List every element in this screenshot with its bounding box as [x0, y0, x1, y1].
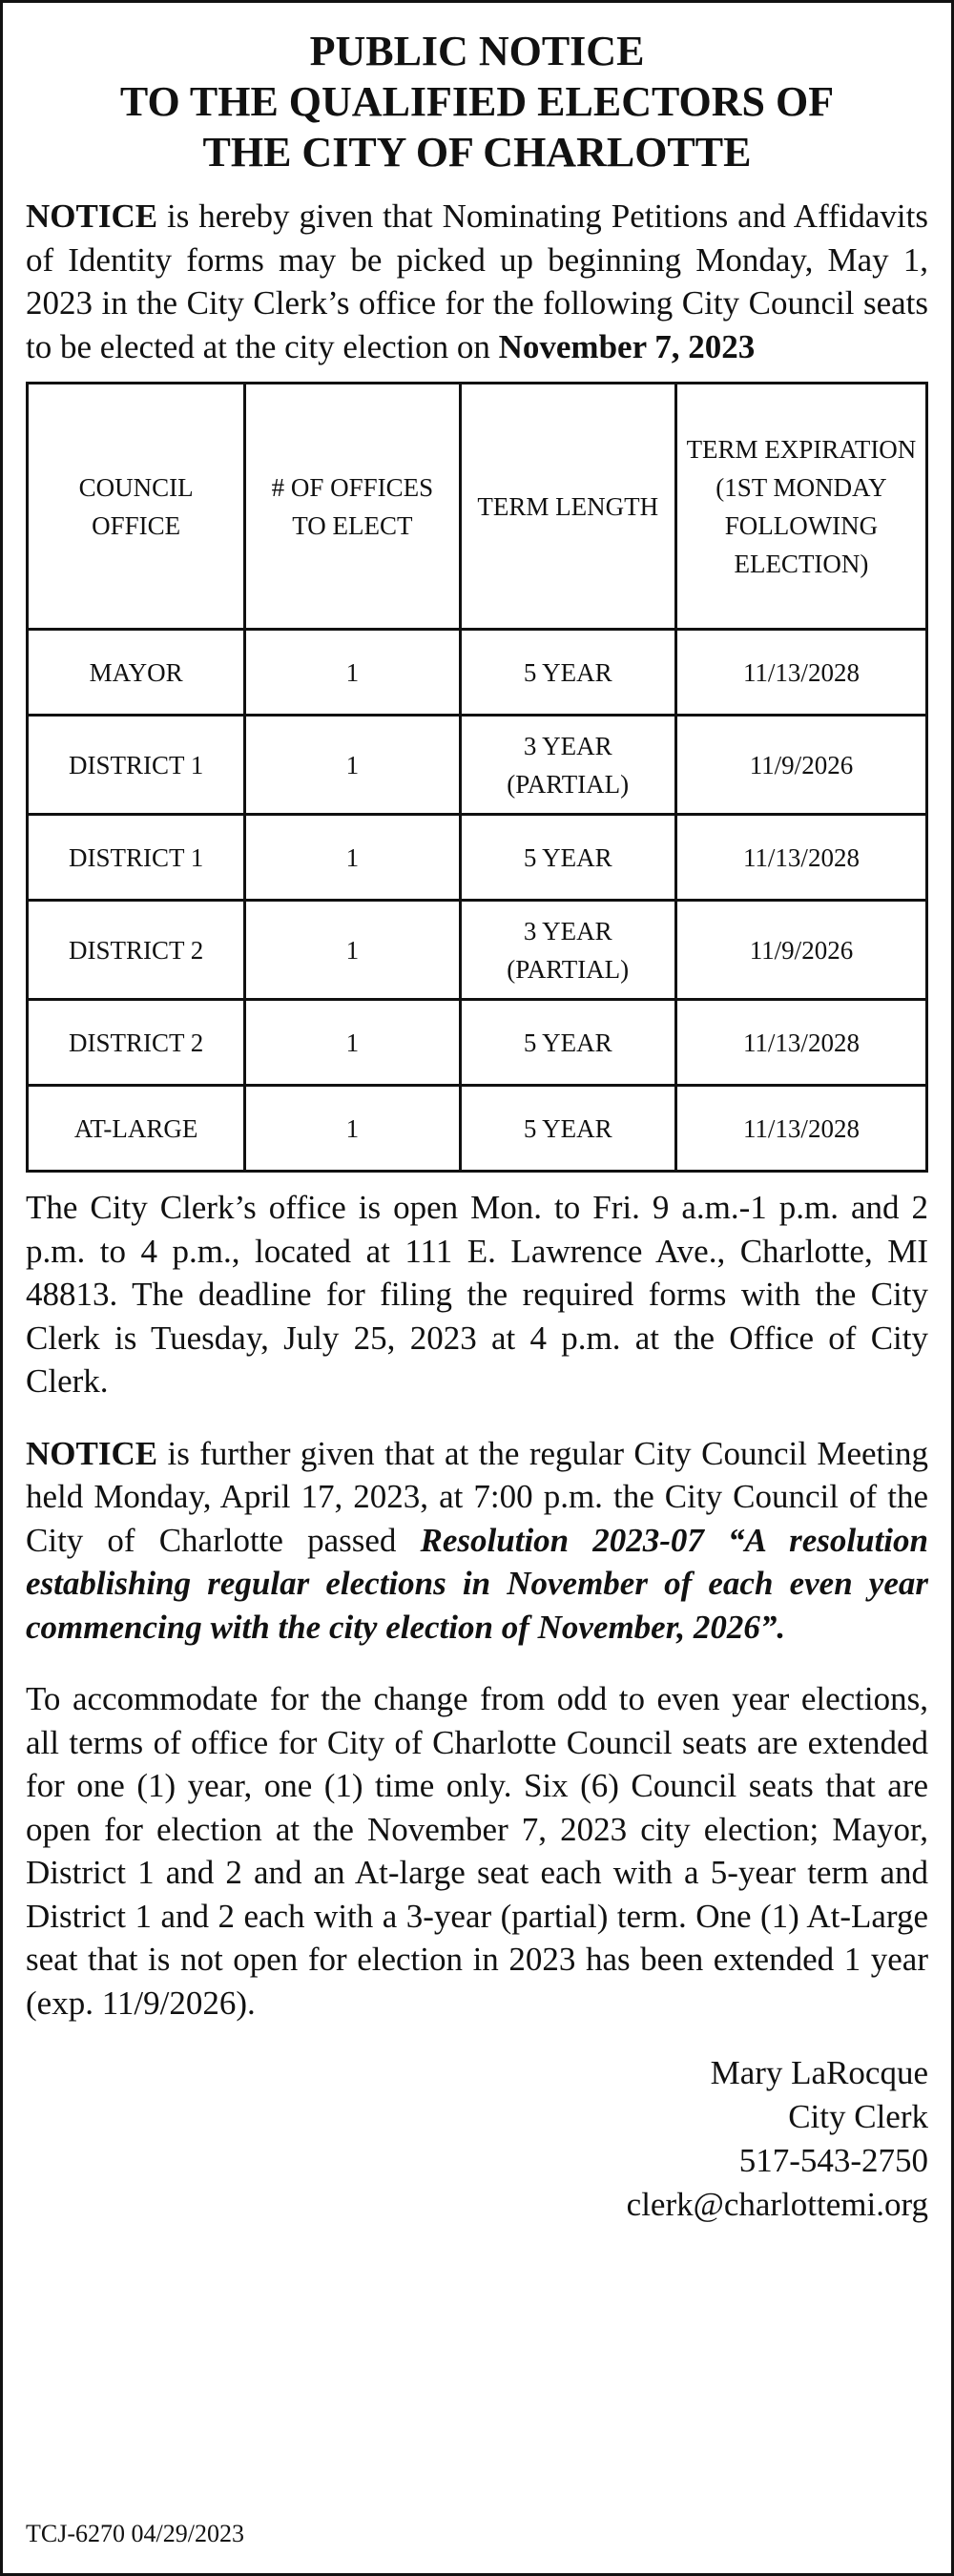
- cell-term: 5 YEAR: [460, 630, 675, 716]
- intro-text: is hereby given that Nominating Petitions and Affidavits of Identity forms may be picked up beginning Monday, May 1, 2023 in the City Clerk’s office for the following City Council seats to be elected at the city election on: [26, 197, 928, 365]
- cell-office: DISTRICT 1: [28, 716, 245, 815]
- signer-email: clerk@charlottemi.org: [626, 2186, 928, 2223]
- cell-term: 3 YEAR (PARTIAL): [460, 901, 675, 1000]
- header-term-expiration: TERM EXPIRATION (1ST MONDAY FOLLOWING ELECTION): [675, 384, 926, 630]
- cell-count: 1: [245, 716, 460, 815]
- cell-term: 5 YEAR: [460, 815, 675, 901]
- cell-office: MAYOR: [28, 630, 245, 716]
- signer-role: City Clerk: [788, 2098, 928, 2135]
- cell-expiration: 11/13/2028: [675, 1000, 926, 1086]
- cell-count: 1: [245, 901, 460, 1000]
- table-row: [28, 630, 927, 716]
- council-seats-table: [26, 382, 928, 1173]
- resolution-intro-text: is further given that at the regular City Council Meeting held Monday, April 17, 2023, at 7:00 p.m. the City Council of the City of Charlotte passed: [26, 1434, 928, 1559]
- title-line-2: TO THE QUALIFIED ELECTORS OF: [119, 78, 835, 125]
- cell-expiration: 11/9/2026: [675, 716, 926, 815]
- table-row: [28, 901, 927, 1000]
- cell-office: DISTRICT 2: [28, 1000, 245, 1086]
- signature-block: [26, 2051, 928, 2227]
- cell-office: AT-LARGE: [28, 1086, 245, 1172]
- table-header-row: [28, 384, 927, 630]
- cell-expiration: 11/13/2028: [675, 815, 926, 901]
- resolution-paragraph: [26, 1432, 928, 1650]
- resolution-title: Resolution 2023-07 “A resolution establishing regular elections in November of each even year commencing with the city election of November, 2026”.: [26, 1521, 928, 1646]
- signer-name: Mary LaRocque: [710, 2054, 928, 2091]
- cell-count: 1: [245, 815, 460, 901]
- cell-expiration: 11/13/2028: [675, 1086, 926, 1172]
- intro-paragraph: [26, 195, 928, 368]
- cell-term: 3 YEAR (PARTIAL): [460, 716, 675, 815]
- cell-term: 5 YEAR: [460, 1086, 675, 1172]
- title-line-3: THE CITY OF CHARLOTTE: [202, 129, 752, 176]
- cell-expiration: 11/13/2028: [675, 630, 926, 716]
- header-term-length: TERM LENGTH: [460, 384, 675, 630]
- signer-phone: 517-543-2750: [738, 2142, 928, 2179]
- header-offices-to-elect: # OF OFFICES TO ELECT: [245, 384, 460, 630]
- cell-count: 1: [245, 1086, 460, 1172]
- election-date: November 7, 2023: [498, 327, 756, 365]
- table-row: [28, 1086, 927, 1172]
- publication-reference: TCJ-6270 04/29/2023: [26, 2520, 244, 2547]
- notice-word: NOTICE: [26, 1434, 158, 1472]
- header-council-office: COUNCIL OFFICE: [28, 384, 245, 630]
- cell-office: DISTRICT 2: [28, 901, 245, 1000]
- table-row: [28, 716, 927, 815]
- cell-term: 5 YEAR: [460, 1000, 675, 1086]
- office-hours-paragraph: The City Clerk’s office is open Mon. to Fri. 9 a.m.-1 p.m. and 2 p.m. to 4 p.m., located at 111 E. Lawrence Ave., Charlotte, MI 48813. The deadline for filing the required forms with the City Clerk is Tuesday, July 25, 2023 at 4 p.m. at the Office of City Clerk.: [26, 1189, 928, 1400]
- accommodation-paragraph: To accommodate for the change from odd to even year elections, all terms of office for City of Charlotte Council seats are extended for one (1) year, one (1) time only. Six (6) Council seats that are open for election at the November 7, 2023 city election; Mayor, District 1 and 2 and an At-large seat each with a 5-year term and District 1 and 2 each with a 3-year (partial) term. One (1) At-Large seat that is not open for election in 2023 has been extended 1 year (exp. 11/9/2026).: [26, 1680, 928, 2022]
- table-row: [28, 1000, 927, 1086]
- cell-expiration: 11/9/2026: [675, 901, 926, 1000]
- notice-title: [26, 26, 928, 177]
- title-line-1: PUBLIC NOTICE: [309, 28, 645, 74]
- cell-count: 1: [245, 630, 460, 716]
- table-row: [28, 815, 927, 901]
- notice-word: NOTICE: [26, 197, 158, 235]
- cell-office: DISTRICT 1: [28, 815, 245, 901]
- cell-count: 1: [245, 1000, 460, 1086]
